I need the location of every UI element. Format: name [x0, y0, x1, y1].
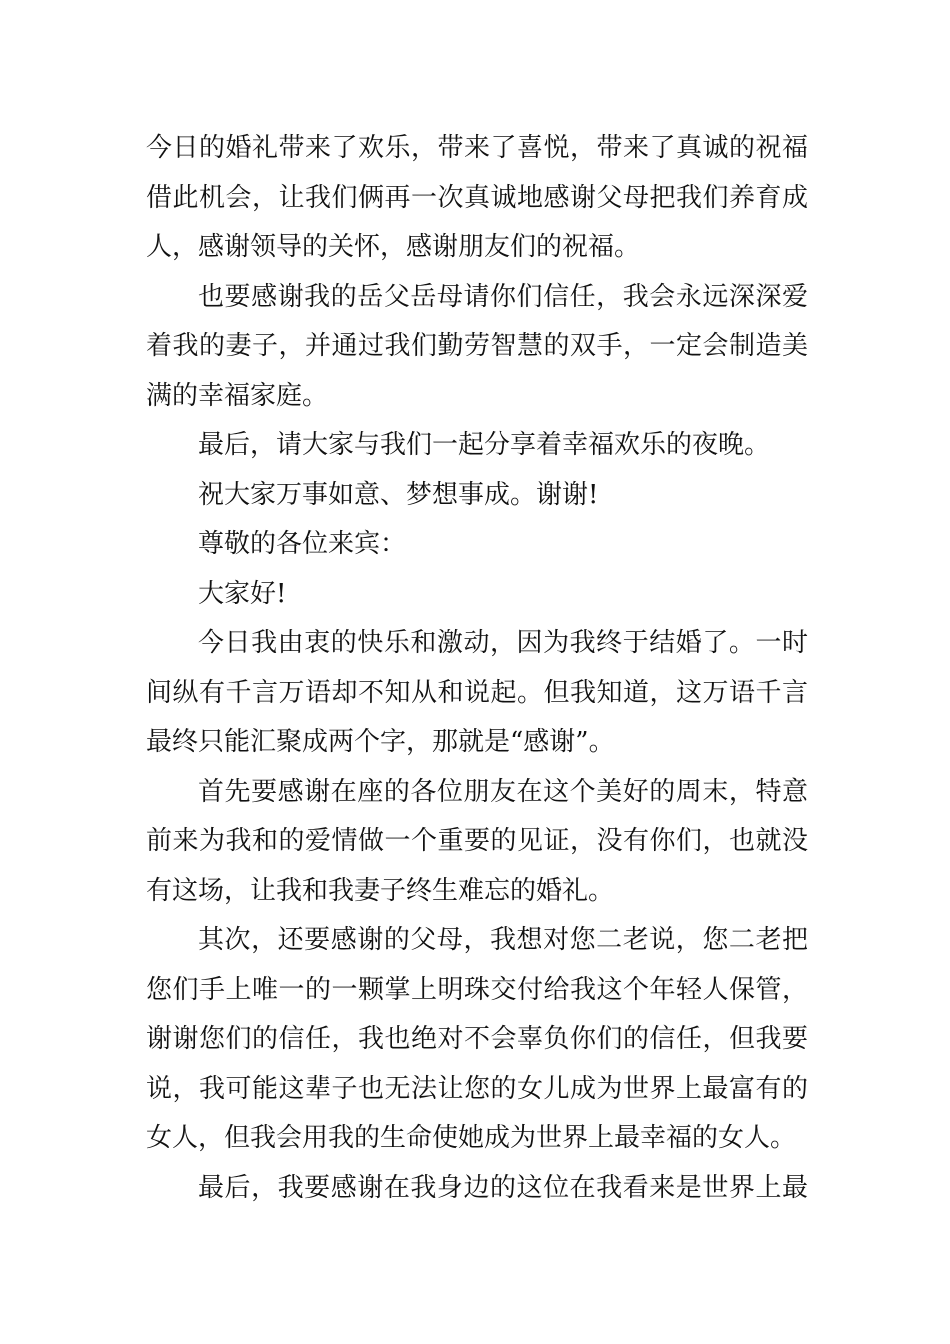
- paragraph-line: 祝大家万事如意、梦想事成。谢谢!: [198, 479, 599, 510]
- paragraph-line: 最终只能汇聚成两个字，那就是“感谢”。: [146, 727, 615, 757]
- paragraph-3: [146, 421, 808, 471]
- paragraph-5: [146, 520, 808, 570]
- paragraph-line: 今日的婚礼带来了欢乐，带来了喜悦，带来了真诚的祝福: [146, 133, 808, 163]
- paragraph-line: 借此机会，让我们俩再一次真诚地感谢父母把我们养育成: [146, 182, 808, 213]
- paragraph-line: 最后，请大家与我们一起分享着幸福欢乐的夜晚。: [198, 430, 771, 460]
- paragraph-line: 其次，还要感谢的父母，我想对您二老说，您二老把: [198, 925, 808, 955]
- paragraph-line: 大家好!: [198, 578, 287, 609]
- paragraph-6: [146, 570, 808, 620]
- paragraph-line: 首先要感谢在座的各位朋友在这个美好的周末，特意: [198, 776, 808, 807]
- paragraph-line: 满的幸福家庭。: [146, 380, 329, 411]
- paragraph-line: 最后，我要感谢在我身边的这位在我看来是世界上最: [198, 1172, 808, 1203]
- paragraph-line: 着我的妻子，并通过我们勤劳智慧的双手，一定会制造美: [146, 331, 808, 361]
- paragraph-line: 女人，但我会用我的生命使她成为世界上最幸福的女人。: [146, 1123, 797, 1153]
- paragraph-line: 说，我可能这辈子也无法让您的女儿成为世界上最富有的: [146, 1073, 808, 1104]
- paragraph-9: [146, 916, 808, 1164]
- paragraph-line: 前来为我和的爱情做一个重要的见证，没有你们，也就没: [146, 826, 808, 856]
- paragraph-10: [146, 1164, 808, 1214]
- paragraph-line: 您们手上唯一的一颗掌上明珠交付给我这个年轻人保管，: [146, 974, 808, 1005]
- paragraph-line: 也要感谢我的岳父岳母请你们信任，我会永远深深爱: [198, 281, 808, 312]
- paragraph-1: [146, 124, 808, 273]
- paragraph-line: 今日我由衷的快乐和激动，因为我终于结婚了。一时: [198, 628, 808, 658]
- paragraph-8: [146, 768, 808, 917]
- paragraph-line: 有这场，让我和我妻子终生难忘的婚礼。: [146, 875, 615, 906]
- paragraph-line: 人，感谢领导的关怀，感谢朋友们的祝福。: [146, 232, 641, 262]
- document-body: [146, 124, 808, 1213]
- paragraph-2: [146, 273, 808, 422]
- paragraph-line: 尊敬的各位来宾：: [198, 529, 407, 559]
- paragraph-line: 间纵有千言万语却不知从和说起。但我知道，这万语千言: [146, 677, 808, 708]
- paragraph-line: 谢谢您们的信任，我也绝对不会辜负你们的信任，但我要: [146, 1024, 808, 1054]
- paragraph-7: [146, 619, 808, 768]
- paragraph-4: [146, 471, 808, 521]
